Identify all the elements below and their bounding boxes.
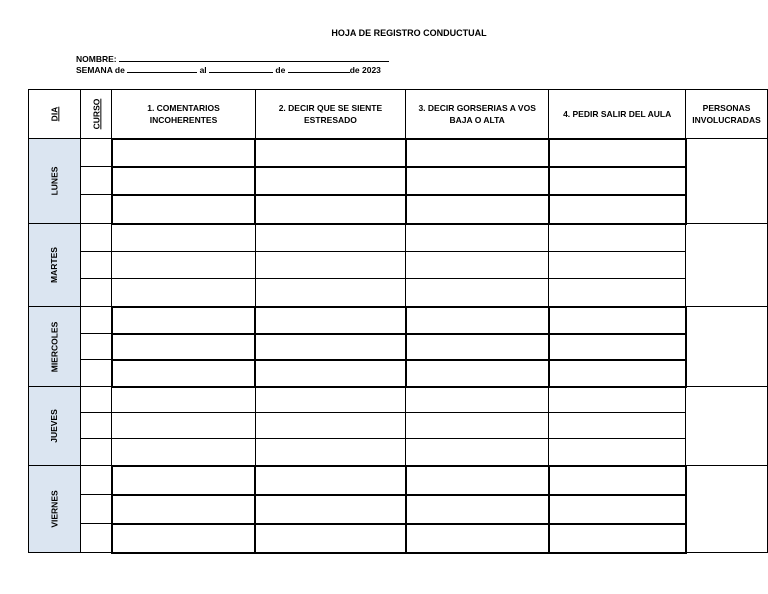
mes-field[interactable]	[288, 63, 350, 73]
behavior-cell-2[interactable]	[255, 167, 405, 195]
curso-cell[interactable]	[80, 387, 112, 413]
day-cell-2	[29, 307, 81, 387]
personas-cell[interactable]	[686, 307, 768, 387]
col2-header: 2. DECIR QUE SE SIENTE ESTRESADO	[255, 90, 405, 139]
behavior-cell-1[interactable]	[112, 252, 256, 279]
table-row	[29, 167, 768, 195]
semana-end-field[interactable]	[209, 63, 273, 73]
behavior-cell-3[interactable]	[406, 224, 549, 252]
table-row	[29, 195, 768, 224]
behavior-cell-3[interactable]	[406, 387, 549, 413]
behavior-cell-2[interactable]	[255, 387, 405, 413]
behavior-cell-2[interactable]	[255, 360, 405, 387]
behavior-cell-4[interactable]	[549, 307, 686, 334]
day-label: VIERNES	[49, 490, 60, 528]
behavior-cell-1[interactable]	[112, 139, 256, 167]
behavior-cell-4[interactable]	[549, 224, 686, 252]
behavior-cell-1[interactable]	[112, 524, 256, 553]
table-row	[29, 413, 768, 439]
table-row	[29, 334, 768, 360]
behavior-cell-2[interactable]	[255, 224, 405, 252]
behavior-cell-2[interactable]	[255, 307, 405, 334]
behavior-cell-3[interactable]	[406, 360, 549, 387]
page-title: HOJA DE REGISTRO CONDUCTUAL	[331, 28, 487, 38]
table-row	[29, 279, 768, 307]
curso-cell[interactable]	[80, 495, 112, 524]
behavior-cell-1[interactable]	[112, 279, 256, 307]
curso-cell[interactable]	[80, 252, 112, 279]
semana-start-field[interactable]	[127, 63, 197, 73]
curso-cell[interactable]	[80, 224, 112, 252]
behavior-cell-1[interactable]	[112, 307, 256, 334]
al-label: al	[199, 65, 207, 75]
behavior-cell-2[interactable]	[255, 279, 405, 307]
behavior-cell-2[interactable]	[255, 439, 405, 466]
table-row	[29, 495, 768, 524]
behavior-cell-4[interactable]	[549, 279, 686, 307]
behavior-cell-1[interactable]	[112, 195, 256, 224]
behavior-cell-4[interactable]	[549, 466, 686, 495]
behavior-cell-3[interactable]	[406, 334, 549, 360]
col4-header: 4. PEDIR SALIR DEL AULA	[549, 90, 686, 139]
behavior-cell-2[interactable]	[255, 524, 405, 553]
behavior-cell-3[interactable]	[406, 307, 549, 334]
behavior-cell-4[interactable]	[549, 167, 686, 195]
behavior-cell-3[interactable]	[406, 139, 549, 167]
behavior-cell-4[interactable]	[549, 252, 686, 279]
table-row	[29, 524, 768, 553]
curso-cell[interactable]	[80, 524, 112, 553]
behavior-cell-1[interactable]	[112, 466, 256, 495]
nombre-label: NOMBRE:	[76, 54, 117, 64]
day-label: LUNES	[49, 166, 60, 196]
curso-cell[interactable]	[80, 466, 112, 495]
behavior-cell-3[interactable]	[406, 279, 549, 307]
day-label: MARTES	[49, 247, 60, 283]
behavior-cell-2[interactable]	[255, 195, 405, 224]
table-row	[29, 466, 768, 495]
table-row	[29, 360, 768, 387]
behavior-cell-3[interactable]	[406, 439, 549, 466]
behavior-cell-3[interactable]	[406, 466, 549, 495]
behavior-cell-3[interactable]	[406, 167, 549, 195]
day-cell-0	[29, 139, 81, 224]
behavior-cell-3[interactable]	[406, 195, 549, 224]
behavior-cell-2[interactable]	[255, 413, 405, 439]
personas-cell[interactable]	[686, 466, 768, 553]
year-label: de 2023	[349, 65, 381, 75]
personas-cell[interactable]	[686, 387, 768, 466]
behavior-cell-3[interactable]	[406, 495, 549, 524]
behavior-cell-2[interactable]	[255, 139, 405, 167]
behavior-cell-4[interactable]	[549, 387, 686, 413]
curso-cell[interactable]	[80, 334, 112, 360]
dia-header-label: DIA	[49, 106, 60, 122]
table-body	[29, 139, 768, 553]
table-row	[29, 224, 768, 252]
behavior-cell-1[interactable]	[112, 360, 256, 387]
curso-cell[interactable]	[80, 307, 112, 334]
col3-header: 3. DECIR GORSERIAS A VOS BAJA O ALTA	[406, 90, 549, 139]
table-row	[29, 307, 768, 334]
behavior-cell-2[interactable]	[255, 495, 405, 524]
day-label: JUEVES	[49, 409, 60, 443]
day-label: MIERCOLES	[49, 321, 60, 372]
behavior-cell-4[interactable]	[549, 495, 686, 524]
curso-cell[interactable]	[80, 279, 112, 307]
behavior-cell-4[interactable]	[549, 439, 686, 466]
curso-header-label: CURSO	[90, 98, 101, 130]
behavior-cell-4[interactable]	[549, 195, 686, 224]
de-label: de	[275, 65, 286, 75]
behavior-cell-1[interactable]	[112, 167, 256, 195]
behavior-cell-2[interactable]	[255, 252, 405, 279]
day-cell-1	[29, 224, 81, 307]
behavior-cell-1[interactable]	[112, 495, 256, 524]
curso-cell[interactable]	[80, 413, 112, 439]
behavior-cell-4[interactable]	[549, 360, 686, 387]
behavior-cell-4[interactable]	[549, 139, 686, 167]
table-row	[29, 252, 768, 279]
semana-line	[76, 63, 381, 75]
table-row	[29, 439, 768, 466]
curso-cell[interactable]	[80, 167, 112, 195]
day-cell-3	[29, 387, 81, 466]
curso-cell[interactable]	[80, 195, 112, 224]
curso-header	[80, 90, 112, 139]
semana-label: SEMANA de	[76, 65, 125, 75]
table-row	[29, 387, 768, 413]
behavior-cell-3[interactable]	[406, 524, 549, 553]
behavior-cell-4[interactable]	[549, 334, 686, 360]
behavior-cell-2[interactable]	[255, 466, 405, 495]
behavior-cell-3[interactable]	[406, 252, 549, 279]
curso-cell[interactable]	[80, 439, 112, 466]
col1-header: 1. COMENTARIOS INCOHERENTES	[112, 90, 256, 139]
personas-cell[interactable]	[686, 224, 768, 307]
curso-cell[interactable]	[80, 360, 112, 387]
behavior-cell-4[interactable]	[549, 413, 686, 439]
col5-header: PERSONAS INVOLUCRADAS	[686, 90, 768, 139]
table-row	[29, 139, 768, 167]
behavior-cell-1[interactable]	[112, 413, 256, 439]
behavior-cell-3[interactable]	[406, 413, 549, 439]
behavior-cell-1[interactable]	[112, 439, 256, 466]
curso-cell[interactable]	[80, 139, 112, 167]
day-cell-4	[29, 466, 81, 553]
dia-header	[29, 90, 81, 139]
personas-cell[interactable]	[686, 139, 768, 224]
behavior-cell-1[interactable]	[112, 334, 256, 360]
registro-table	[28, 89, 768, 554]
nombre-field[interactable]	[119, 52, 389, 62]
behavior-cell-1[interactable]	[112, 387, 256, 413]
behavior-cell-4[interactable]	[549, 524, 686, 553]
behavior-cell-1[interactable]	[112, 224, 256, 252]
behavior-cell-2[interactable]	[255, 334, 405, 360]
